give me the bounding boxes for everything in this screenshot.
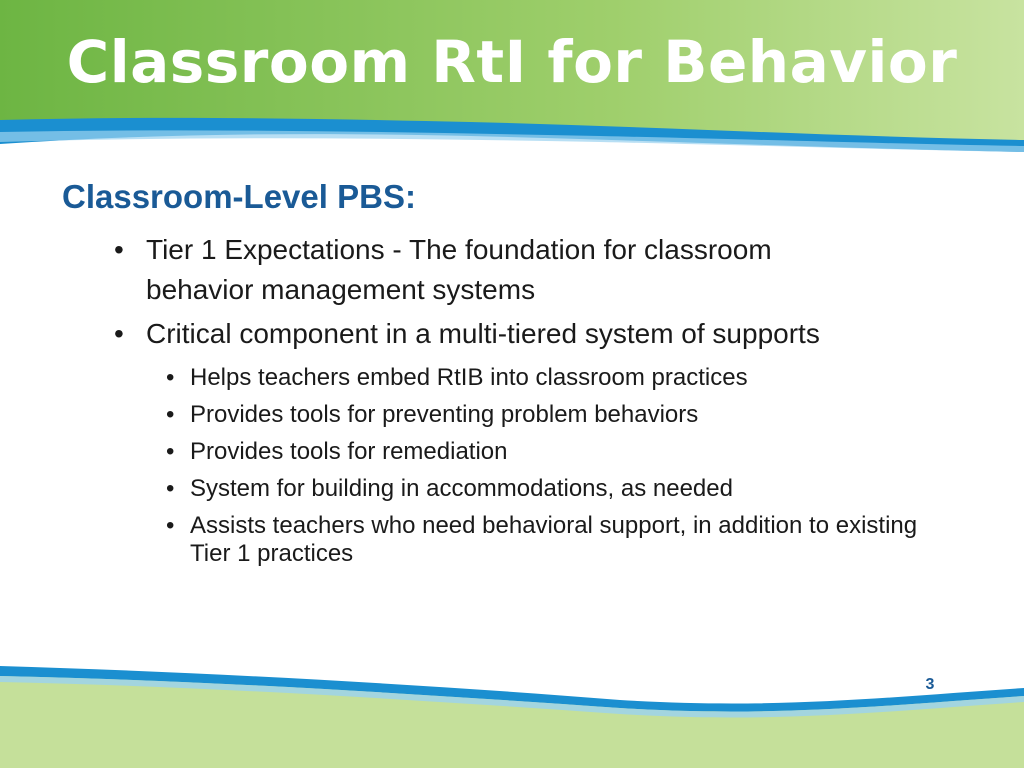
bullet-text: Tier 1 Expectations - The foundation for classroom behavior management systems — [146, 234, 772, 305]
section-heading: Classroom-Level PBS: — [62, 178, 416, 215]
bullet-list — [62, 230, 962, 354]
footer-graphic — [0, 640, 1024, 768]
sub-bullet-list — [62, 364, 962, 568]
sub-bullet-item: • Assists teachers who need behavioral support, in addition to existing Tier 1 practices — [190, 512, 960, 568]
bullet-text: Critical component in a multi-tiered system of supports — [146, 318, 820, 349]
sub-bullet-item: • Provides tools for remediation — [190, 438, 960, 466]
bullet-item — [146, 314, 846, 354]
sub-bullet-item: • Provides tools for preventing problem behaviors — [190, 401, 960, 429]
footer-banner — [0, 640, 1024, 768]
bullet-item — [146, 230, 846, 310]
page-number: 3 — [925, 676, 935, 693]
slide-title: Classroom RtI for Behavior — [66, 28, 958, 96]
sub-bullet-item: • Helps teachers embed RtIB into classroom practices — [190, 364, 960, 392]
slide-content — [62, 178, 962, 577]
sub-bullet-item: • System for building in accommodations, as needed — [190, 475, 960, 503]
